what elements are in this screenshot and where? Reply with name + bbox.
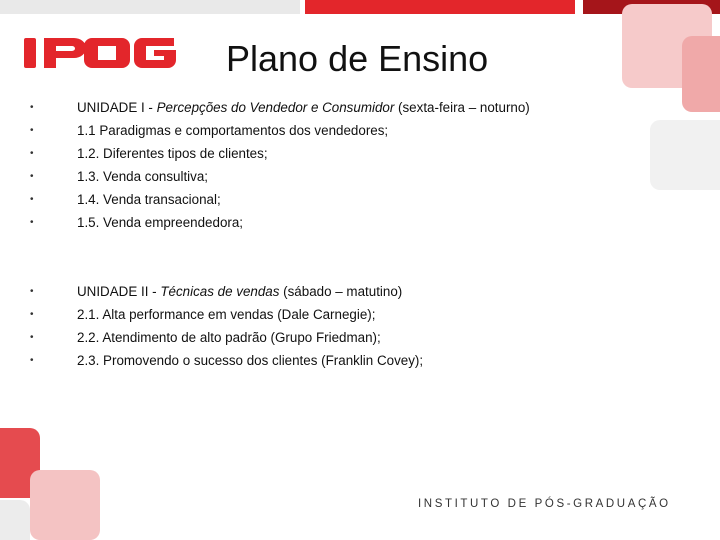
list-item-text [77,349,423,372]
bullet-icon: • [30,171,34,182]
deco-square-gray-1 [650,120,720,190]
list-item-text [77,303,375,326]
list-item-prefix: 1.2. Diferentes tipos de clientes; [77,146,268,161]
bullet-icon: • [30,194,34,205]
bullet-icon: • [30,125,34,136]
list-item-text [77,119,388,142]
list-item-suffix: (sábado – matutino) [279,284,403,299]
list-item-text [77,326,381,349]
top-bar-gray-left [0,0,300,14]
bullet-icon: • [30,355,34,366]
list-item-italic: Técnicas de vendas [160,284,280,299]
list-item-prefix: 2.3. Promovendo o sucesso dos clientes (Franklin Covey); [77,353,424,368]
top-bar-red [305,0,575,14]
bullet-icon: • [30,332,34,343]
deco-square-pink-3 [30,470,100,540]
deco-square-pink-2 [682,36,720,112]
list-item-prefix: 1.1 Paradigmas e comportamentos dos vendedores; [77,123,389,138]
bullet-icon: • [30,309,34,320]
list-item-text [77,142,268,165]
bullet-icon: • [30,286,34,297]
bullet-icon: • [30,102,34,113]
list-item-prefix: UNIDADE I - [77,100,157,115]
bullet-icon: • [30,148,34,159]
list-item-italic: Percepções do Vendedor e Consumidor [156,100,395,115]
footer-institute-text: INSTITUTO DE PÓS-GRADUAÇÃO [418,498,671,510]
ipog-logo [20,30,180,76]
list-item-prefix: UNIDADE II - [77,284,161,299]
list-item-prefix: 1.5. Venda empreendedora; [77,215,244,230]
list-item-prefix: 1.4. Venda transacional; [77,192,221,207]
list-item-prefix: 2.2. Atendimento de alto padrão (Grupo Friedman); [77,330,381,345]
list-item-text [77,280,402,303]
list-item-suffix: (sexta-feira – noturno) [394,100,530,115]
bullet-icon: • [30,217,34,228]
list-item-text [77,211,243,234]
list-item-prefix: 1.3. Venda consultiva; [77,169,209,184]
slide-title: Plano de Ensino [226,38,489,79]
list-item-prefix: 2.1. Alta performance em vendas (Dale Carnegie); [77,307,376,322]
deco-square-gray-2 [0,500,30,540]
list-item-text [77,165,208,188]
list-item-text [77,96,530,119]
list-item-text [77,188,221,211]
